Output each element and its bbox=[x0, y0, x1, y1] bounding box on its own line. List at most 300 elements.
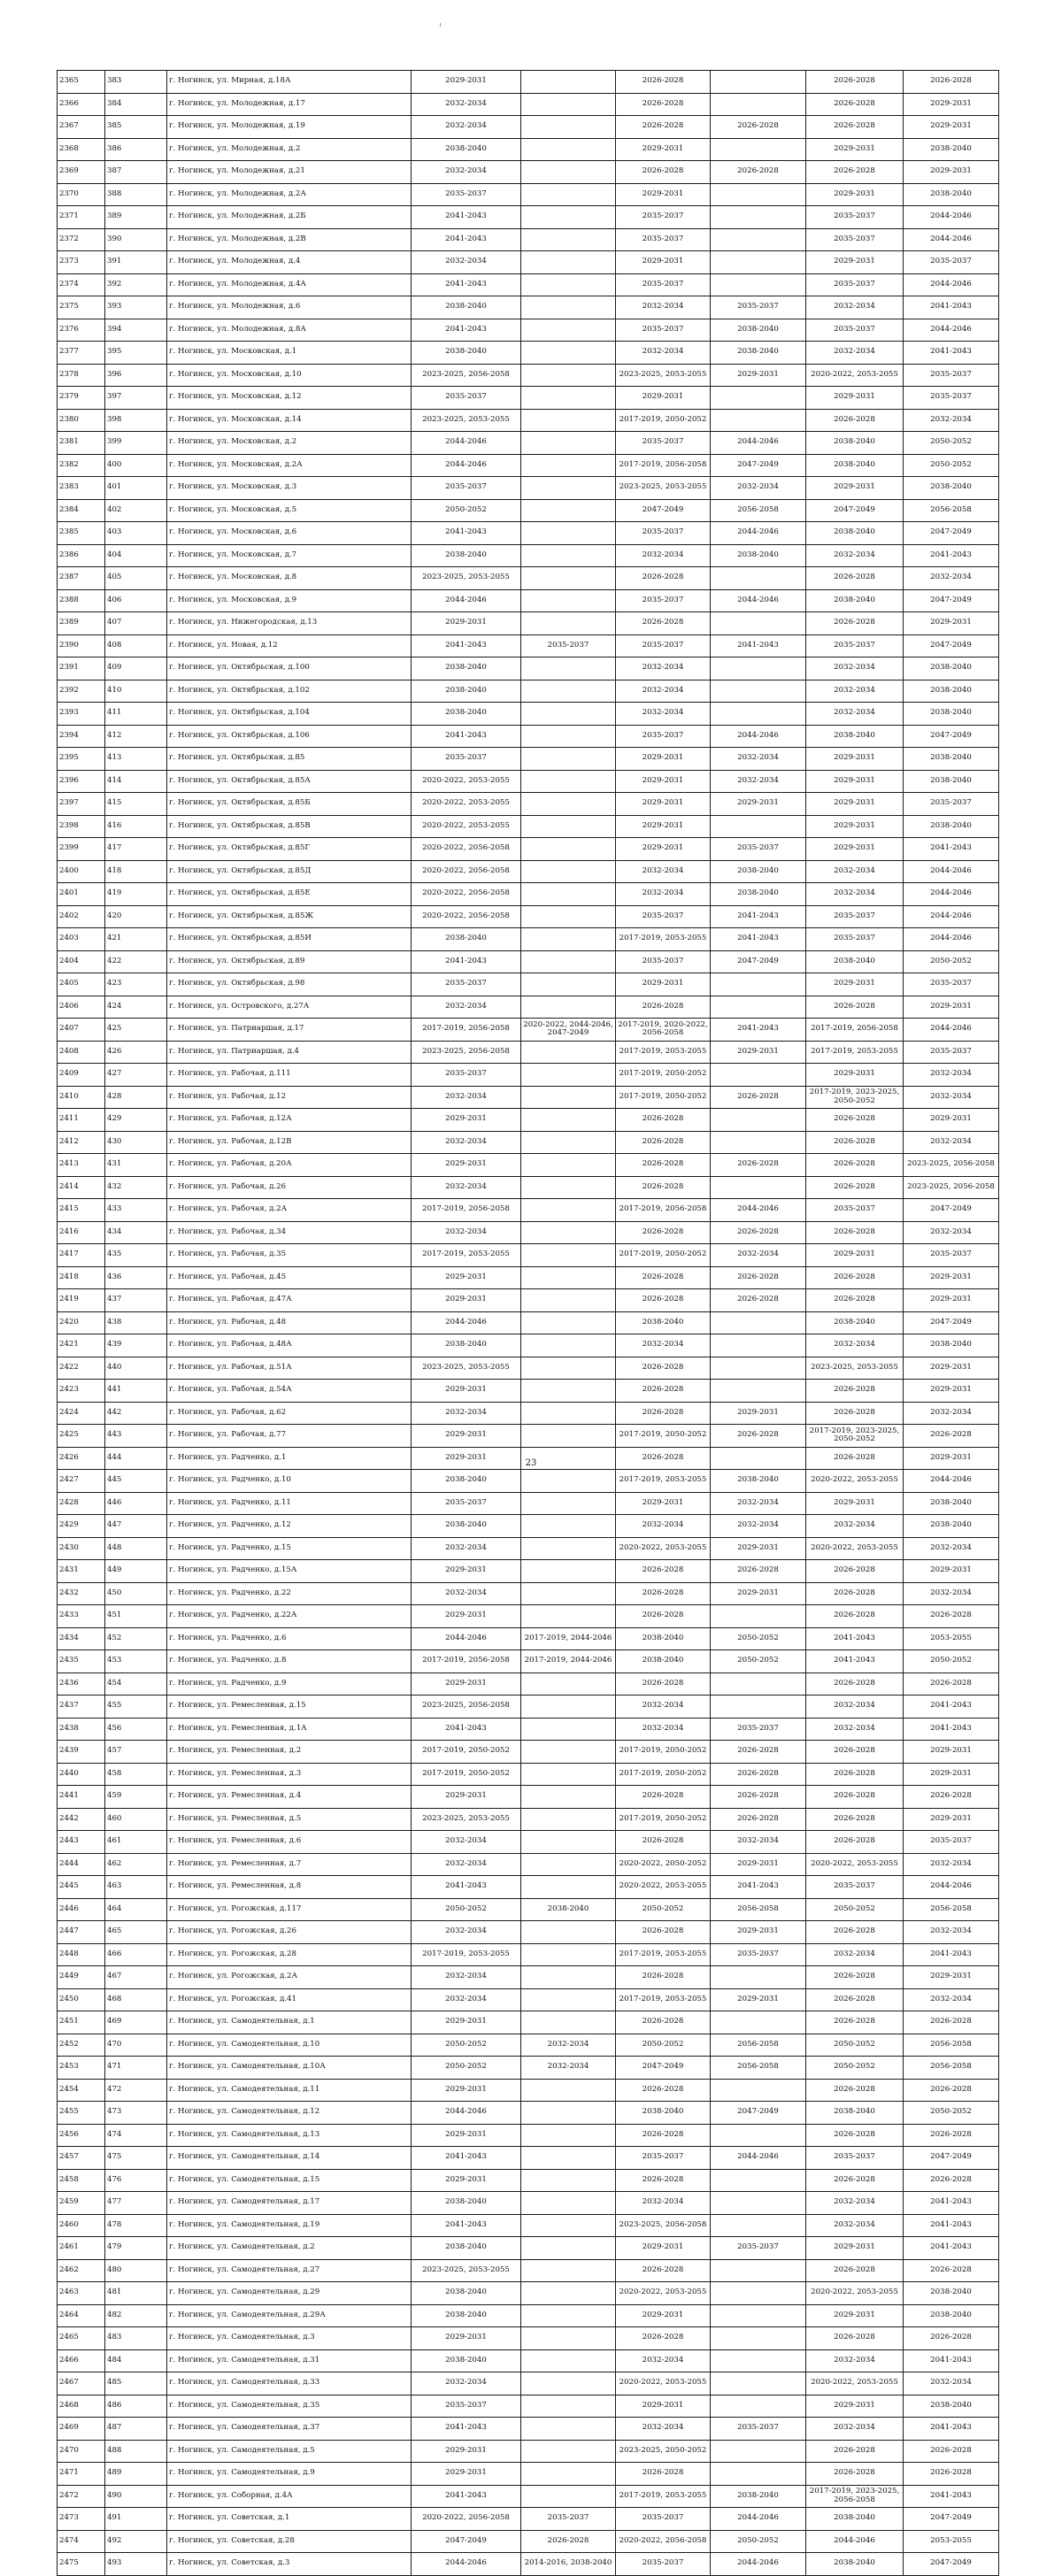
period-col-2-cell: 2032-2034 bbox=[521, 2034, 616, 2057]
period-col-4-cell bbox=[711, 680, 806, 703]
address-cell: г. Ногинск, ул. Самодеятельная, д.11 bbox=[167, 2079, 412, 2102]
period-col-5-cell: 2032-2034 bbox=[806, 2214, 904, 2237]
period-col-3-cell: 2026-2028 bbox=[616, 116, 711, 139]
address-cell: г. Ногинск, ул. Рабочая, д.26 bbox=[167, 1176, 412, 1199]
address-cell: г. Ногинск, ул. Самодеятельная, д.2 bbox=[167, 2237, 412, 2260]
period-col-5-cell: 2035-2037 bbox=[806, 928, 904, 951]
row-number-cell: 2375 bbox=[58, 296, 105, 319]
period-col-5-cell: 2029-2031 bbox=[806, 838, 904, 861]
period-col-4-cell: 2026-2028 bbox=[711, 1154, 806, 1177]
period-col-4-cell: 2035-2037 bbox=[711, 838, 806, 861]
table-row bbox=[58, 1966, 999, 1989]
row-number-cell: 2457 bbox=[58, 2147, 105, 2170]
address-cell: г. Ногинск, ул. Октябрьская, д.85В bbox=[167, 815, 412, 838]
item-number-cell: 394 bbox=[105, 319, 167, 342]
period-col-6-cell: 2044-2046 bbox=[904, 228, 999, 251]
item-number-cell: 465 bbox=[105, 1921, 167, 1944]
period-col-4-cell: 2035-2037 bbox=[711, 2418, 806, 2441]
period-col-5-cell: 2032-2034 bbox=[806, 2349, 904, 2372]
period-col-2-cell bbox=[521, 2395, 616, 2418]
row-number-cell: 2462 bbox=[58, 2259, 105, 2282]
period-col-3-cell: 2026-2028 bbox=[616, 2079, 711, 2102]
item-number-cell: 433 bbox=[105, 1199, 167, 1222]
period-col-3-cell: 2017-2019, 2020-2022, 2056-2058 bbox=[616, 1019, 711, 1042]
row-number-cell: 2370 bbox=[58, 183, 105, 206]
period-col-6-cell: 2038-2040 bbox=[904, 703, 999, 726]
table-row bbox=[58, 748, 999, 771]
item-number-cell: 471 bbox=[105, 2057, 167, 2080]
item-number-cell: 408 bbox=[105, 634, 167, 657]
row-number-cell: 2372 bbox=[58, 228, 105, 251]
table-row bbox=[58, 680, 999, 703]
row-number-cell: 2413 bbox=[58, 1154, 105, 1177]
address-cell: г. Ногинск, ул. Московская, д.3 bbox=[167, 477, 412, 500]
period-col-5-cell: 2026-2028 bbox=[806, 1763, 904, 1786]
row-number-cell: 2411 bbox=[58, 1109, 105, 1132]
period-col-1-cell: 2017-2019, 2056-2058 bbox=[412, 1650, 521, 1673]
period-col-2-cell bbox=[521, 748, 616, 771]
item-number-cell: 456 bbox=[105, 1718, 167, 1741]
address-cell: г. Ногинск, ул. Ремесленная, д.4 bbox=[167, 1786, 412, 1809]
period-col-5-cell: 2029-2031 bbox=[806, 748, 904, 771]
item-number-cell: 422 bbox=[105, 950, 167, 973]
period-col-2-cell bbox=[521, 1605, 616, 1628]
period-col-6-cell: 2029-2031 bbox=[904, 1266, 999, 1289]
period-col-6-cell: 2038-2040 bbox=[904, 1515, 999, 1538]
period-col-5-cell: 2029-2031 bbox=[806, 2237, 904, 2260]
period-col-1-cell: 2023-2025, 2053-2055 bbox=[412, 1357, 521, 1380]
table-row bbox=[58, 2124, 999, 2147]
item-number-cell: 412 bbox=[105, 725, 167, 748]
address-cell: г. Ногинск, ул. Октябрьская, д.89 bbox=[167, 950, 412, 973]
period-col-5-cell: 2017-2019, 2056-2058 bbox=[806, 1019, 904, 1042]
period-col-3-cell: 2020-2022, 2053-2055 bbox=[616, 2372, 711, 2395]
address-cell: г. Ногинск, ул. Московская, д.5 bbox=[167, 499, 412, 522]
period-col-2-cell bbox=[521, 1064, 616, 1087]
table-row bbox=[58, 1515, 999, 1538]
period-col-6-cell: 2047-2049 bbox=[904, 725, 999, 748]
period-col-3-cell: 2035-2037 bbox=[616, 2147, 711, 2170]
period-col-2-cell bbox=[521, 1266, 616, 1289]
table-row bbox=[58, 1154, 999, 1177]
period-col-6-cell: 2026-2028 bbox=[904, 2011, 999, 2034]
row-number-cell: 2387 bbox=[58, 567, 105, 590]
period-col-1-cell: 2029-2031 bbox=[412, 2463, 521, 2486]
address-cell: г. Ногинск, ул. Молодежная, д.21 bbox=[167, 161, 412, 184]
address-cell: г. Ногинск, ул. Октябрьская, д.85Ж bbox=[167, 905, 412, 928]
period-col-2-cell bbox=[521, 1041, 616, 1064]
table-row bbox=[58, 2440, 999, 2463]
period-col-6-cell: 2029-2031 bbox=[904, 93, 999, 116]
period-col-4-cell: 2032-2034 bbox=[711, 1831, 806, 1854]
period-col-3-cell: 2035-2037 bbox=[616, 2508, 711, 2531]
period-col-2-cell bbox=[521, 883, 616, 906]
table-row bbox=[58, 1537, 999, 1560]
row-number-cell: 2419 bbox=[58, 1289, 105, 1312]
item-number-cell: 453 bbox=[105, 1650, 167, 1673]
row-number-cell: 2385 bbox=[58, 522, 105, 545]
period-col-4-cell: 2032-2034 bbox=[711, 1515, 806, 1538]
address-cell: г. Ногинск, ул. Самодеятельная, д.9 bbox=[167, 2463, 412, 2486]
period-col-5-cell: 2026-2028 bbox=[806, 1560, 904, 1583]
period-col-2-cell bbox=[521, 1560, 616, 1583]
period-col-4-cell: 2029-2031 bbox=[711, 1041, 806, 1064]
address-cell: г. Ногинск, ул. Радченко, д.11 bbox=[167, 1492, 412, 1515]
table-row bbox=[58, 387, 999, 410]
period-col-3-cell: 2029-2031 bbox=[616, 770, 711, 793]
period-col-5-cell: 2035-2037 bbox=[806, 1199, 904, 1222]
table-row bbox=[58, 2034, 999, 2057]
period-col-2-cell bbox=[521, 1718, 616, 1741]
period-col-3-cell: 2026-2028 bbox=[616, 996, 711, 1019]
period-col-6-cell: 2056-2058 bbox=[904, 2057, 999, 2080]
period-col-3-cell: 2029-2031 bbox=[616, 2304, 711, 2327]
period-col-3-cell: 2026-2028 bbox=[616, 1380, 711, 1403]
period-col-5-cell: 2026-2028 bbox=[806, 116, 904, 139]
table-row bbox=[58, 319, 999, 342]
period-col-5-cell: 2026-2028 bbox=[806, 2124, 904, 2147]
table-row bbox=[58, 973, 999, 996]
row-number-cell: 2435 bbox=[58, 1650, 105, 1673]
period-col-4-cell: 2029-2031 bbox=[711, 1402, 806, 1425]
table-row bbox=[58, 996, 999, 1019]
period-col-6-cell: 2044-2046 bbox=[904, 1470, 999, 1493]
period-col-3-cell: 2029-2031 bbox=[616, 2395, 711, 2418]
period-col-3-cell: 2026-2028 bbox=[616, 2169, 711, 2192]
period-col-2-cell bbox=[521, 2304, 616, 2327]
period-col-2-cell: 2020-2022, 2044-2046, 2047-2049 bbox=[521, 1019, 616, 1042]
period-col-5-cell: 2035-2037 bbox=[806, 273, 904, 296]
table-row bbox=[58, 2395, 999, 2418]
item-number-cell: 383 bbox=[105, 71, 167, 94]
period-col-5-cell: 2026-2028 bbox=[806, 1741, 904, 1764]
period-col-2-cell bbox=[521, 409, 616, 432]
row-number-cell: 2365 bbox=[58, 71, 105, 94]
period-col-3-cell: 2026-2028 bbox=[616, 1109, 711, 1132]
row-number-cell: 2433 bbox=[58, 1605, 105, 1628]
period-col-2-cell bbox=[521, 273, 616, 296]
period-col-2-cell bbox=[521, 1582, 616, 1605]
table-row bbox=[58, 1718, 999, 1741]
period-col-6-cell: 2044-2046 bbox=[904, 206, 999, 229]
row-number-cell: 2474 bbox=[58, 2530, 105, 2553]
period-col-5-cell: 2032-2034 bbox=[806, 703, 904, 726]
address-cell: г. Ногинск, ул. Рогожская, д.28 bbox=[167, 1943, 412, 1966]
period-col-2-cell bbox=[521, 1425, 616, 1448]
period-col-5-cell: 2023-2025, 2053-2055 bbox=[806, 1357, 904, 1380]
item-number-cell: 468 bbox=[105, 1988, 167, 2011]
row-number-cell: 2463 bbox=[58, 2282, 105, 2305]
table-row bbox=[58, 183, 999, 206]
period-col-1-cell: 2020-2022, 2053-2055 bbox=[412, 793, 521, 816]
period-col-5-cell: 2017-2019, 2023-2025, 2050-2052 bbox=[806, 1086, 904, 1109]
period-col-1-cell: 2029-2031 bbox=[412, 2327, 521, 2350]
period-col-5-cell: 2029-2031 bbox=[806, 793, 904, 816]
period-col-3-cell: 2023-2025, 2053-2055 bbox=[616, 364, 711, 387]
row-number-cell: 2445 bbox=[58, 1876, 105, 1899]
item-number-cell: 409 bbox=[105, 657, 167, 681]
period-col-1-cell: 2029-2031 bbox=[412, 1672, 521, 1696]
period-col-3-cell: 2026-2028 bbox=[616, 161, 711, 184]
item-number-cell: 404 bbox=[105, 544, 167, 567]
period-col-3-cell: 2032-2034 bbox=[616, 1696, 711, 1719]
table-row bbox=[58, 1582, 999, 1605]
item-number-cell: 451 bbox=[105, 1605, 167, 1628]
period-col-5-cell: 2026-2028 bbox=[806, 1672, 904, 1696]
address-cell: г. Ногинск, ул. Рабочая, д.51А bbox=[167, 1357, 412, 1380]
period-col-3-cell: 2017-2019, 2053-2055 bbox=[616, 1470, 711, 1493]
row-number-cell: 2382 bbox=[58, 454, 105, 477]
period-col-1-cell: 2032-2034 bbox=[412, 996, 521, 1019]
period-col-2-cell bbox=[521, 1763, 616, 1786]
item-number-cell: 452 bbox=[105, 1627, 167, 1650]
period-col-1-cell: 2041-2043 bbox=[412, 725, 521, 748]
period-col-3-cell: 2026-2028 bbox=[616, 567, 711, 590]
period-col-3-cell: 2017-2019, 2053-2055 bbox=[616, 2485, 711, 2508]
address-cell: г. Ногинск, ул. Ремесленная, д.1А bbox=[167, 1718, 412, 1741]
period-col-3-cell: 2023-2025, 2056-2058 bbox=[616, 2214, 711, 2237]
table-row bbox=[58, 1086, 999, 1109]
period-col-6-cell: 2038-2040 bbox=[904, 183, 999, 206]
period-col-6-cell: 2056-2058 bbox=[904, 499, 999, 522]
row-number-cell: 2396 bbox=[58, 770, 105, 793]
period-col-4-cell: 2044-2046 bbox=[711, 2508, 806, 2531]
schedule-table bbox=[57, 70, 999, 2576]
item-number-cell: 489 bbox=[105, 2463, 167, 2486]
address-cell: г. Ногинск, ул. Рогожская, д.41 bbox=[167, 1988, 412, 2011]
table-row bbox=[58, 2463, 999, 2486]
item-number-cell: 483 bbox=[105, 2327, 167, 2350]
row-number-cell: 2390 bbox=[58, 634, 105, 657]
item-number-cell: 393 bbox=[105, 296, 167, 319]
address-cell: г. Ногинск, ул. Рабочая, д.48 bbox=[167, 1311, 412, 1334]
period-col-4-cell bbox=[711, 1064, 806, 1087]
period-col-2-cell bbox=[521, 342, 616, 365]
row-number-cell: 2441 bbox=[58, 1786, 105, 1809]
table-row bbox=[58, 1831, 999, 1854]
row-number-cell: 2412 bbox=[58, 1131, 105, 1154]
period-col-1-cell: 2032-2034 bbox=[412, 1582, 521, 1605]
row-number-cell: 2401 bbox=[58, 883, 105, 906]
period-col-6-cell: 2041-2043 bbox=[904, 2349, 999, 2372]
item-number-cell: 447 bbox=[105, 1515, 167, 1538]
period-col-3-cell: 2047-2049 bbox=[616, 499, 711, 522]
period-col-4-cell bbox=[711, 2214, 806, 2237]
period-col-2-cell bbox=[521, 1380, 616, 1403]
address-cell: г. Ногинск, ул. Самодеятельная, д.27 bbox=[167, 2259, 412, 2282]
period-col-2-cell bbox=[521, 544, 616, 567]
period-col-6-cell: 2035-2037 bbox=[904, 793, 999, 816]
period-col-4-cell: 2026-2028 bbox=[711, 1741, 806, 1764]
item-number-cell: 405 bbox=[105, 567, 167, 590]
period-col-2-cell bbox=[521, 1696, 616, 1719]
period-col-3-cell: 2032-2034 bbox=[616, 296, 711, 319]
period-col-4-cell: 2032-2034 bbox=[711, 1244, 806, 1267]
table-row bbox=[58, 657, 999, 681]
period-col-3-cell: 2035-2037 bbox=[616, 206, 711, 229]
item-number-cell: 492 bbox=[105, 2530, 167, 2553]
table-row bbox=[58, 1560, 999, 1583]
period-col-3-cell: 2026-2028 bbox=[616, 93, 711, 116]
period-col-1-cell: 2020-2022, 2056-2058 bbox=[412, 2508, 521, 2531]
address-cell: г. Ногинск, ул. Радченко, д.9 bbox=[167, 1672, 412, 1696]
period-col-2-cell bbox=[521, 703, 616, 726]
table-row bbox=[58, 634, 999, 657]
address-cell: г. Ногинск, ул. Советская, д.1 bbox=[167, 2508, 412, 2531]
table-row bbox=[58, 1650, 999, 1673]
period-col-3-cell: 2032-2034 bbox=[616, 1515, 711, 1538]
period-col-4-cell: 2026-2028 bbox=[711, 1289, 806, 1312]
row-number-cell: 2415 bbox=[58, 1199, 105, 1222]
period-col-6-cell: 2038-2040 bbox=[904, 748, 999, 771]
period-col-4-cell bbox=[711, 2124, 806, 2147]
item-number-cell: 476 bbox=[105, 2169, 167, 2192]
row-number-cell: 2379 bbox=[58, 387, 105, 410]
table-row bbox=[58, 928, 999, 951]
period-col-1-cell: 2032-2034 bbox=[412, 1402, 521, 1425]
period-col-2-cell: 2032-2034 bbox=[521, 2057, 616, 2080]
period-col-6-cell: 2044-2046 bbox=[904, 273, 999, 296]
period-col-5-cell: 2029-2031 bbox=[806, 815, 904, 838]
address-cell: г. Ногинск, ул. Радченко, д.22А bbox=[167, 1605, 412, 1628]
period-col-6-cell: 2038-2040 bbox=[904, 770, 999, 793]
period-col-4-cell bbox=[711, 2327, 806, 2350]
item-number-cell: 464 bbox=[105, 1898, 167, 1921]
item-number-cell: 481 bbox=[105, 2282, 167, 2305]
table-row bbox=[58, 1605, 999, 1628]
address-cell: г. Ногинск, ул. Московская, д.2А bbox=[167, 454, 412, 477]
address-cell: г. Ногинск, ул. Радченко, д.6 bbox=[167, 1627, 412, 1650]
period-col-1-cell: 2044-2046 bbox=[412, 1627, 521, 1650]
table-row bbox=[58, 2237, 999, 2260]
item-number-cell: 421 bbox=[105, 928, 167, 951]
period-col-4-cell: 2038-2040 bbox=[711, 2485, 806, 2508]
period-col-4-cell: 2050-2052 bbox=[711, 1627, 806, 1650]
row-number-cell: 2431 bbox=[58, 1560, 105, 1583]
table-row bbox=[58, 1470, 999, 1493]
period-col-2-cell bbox=[521, 1988, 616, 2011]
row-number-cell: 2392 bbox=[58, 680, 105, 703]
period-col-4-cell: 2026-2028 bbox=[711, 1763, 806, 1786]
period-col-6-cell: 2047-2049 bbox=[904, 1311, 999, 1334]
table-row bbox=[58, 2011, 999, 2034]
table-body bbox=[58, 71, 999, 2576]
period-col-1-cell: 2029-2031 bbox=[412, 1560, 521, 1583]
period-col-4-cell: 2029-2031 bbox=[711, 1988, 806, 2011]
period-col-2-cell bbox=[521, 2418, 616, 2441]
table-row bbox=[58, 2508, 999, 2531]
period-col-6-cell: 2029-2031 bbox=[904, 1560, 999, 1583]
period-col-5-cell: 2032-2034 bbox=[806, 1515, 904, 1538]
period-col-5-cell: 2026-2028 bbox=[806, 2079, 904, 2102]
item-number-cell: 443 bbox=[105, 1425, 167, 1448]
period-col-3-cell: 2032-2034 bbox=[616, 2192, 711, 2215]
period-col-3-cell: 2023-2025, 2053-2055 bbox=[616, 477, 711, 500]
item-number-cell: 490 bbox=[105, 2485, 167, 2508]
period-col-4-cell: 2038-2040 bbox=[711, 1470, 806, 1493]
row-number-cell: 2397 bbox=[58, 793, 105, 816]
period-col-5-cell: 2026-2028 bbox=[806, 1921, 904, 1944]
period-col-3-cell: 2029-2031 bbox=[616, 387, 711, 410]
period-col-3-cell: 2026-2028 bbox=[616, 1176, 711, 1199]
item-number-cell: 438 bbox=[105, 1311, 167, 1334]
period-col-3-cell: 2035-2037 bbox=[616, 2553, 711, 2576]
period-col-2-cell bbox=[521, 499, 616, 522]
row-number-cell: 2448 bbox=[58, 1943, 105, 1966]
table-row bbox=[58, 1109, 999, 1132]
period-col-6-cell: 2029-2031 bbox=[904, 1808, 999, 1831]
period-col-1-cell: 2032-2034 bbox=[412, 1831, 521, 1854]
item-number-cell: 439 bbox=[105, 1334, 167, 1357]
period-col-1-cell: 2047-2049 bbox=[412, 2530, 521, 2553]
item-number-cell: 423 bbox=[105, 973, 167, 996]
period-col-5-cell: 2026-2028 bbox=[806, 1289, 904, 1312]
period-col-1-cell: 2035-2037 bbox=[412, 1492, 521, 1515]
period-col-3-cell: 2026-2028 bbox=[616, 1154, 711, 1177]
address-cell: г. Ногинск, ул. Молодежная, д.2Б bbox=[167, 206, 412, 229]
period-col-4-cell: 2026-2028 bbox=[711, 1808, 806, 1831]
table-row bbox=[58, 1853, 999, 1876]
row-number-cell: 2366 bbox=[58, 93, 105, 116]
item-number-cell: 434 bbox=[105, 1221, 167, 1244]
item-number-cell: 482 bbox=[105, 2304, 167, 2327]
row-number-cell: 2398 bbox=[58, 815, 105, 838]
table-row bbox=[58, 1876, 999, 1899]
period-col-5-cell: 2035-2037 bbox=[806, 319, 904, 342]
period-col-1-cell: 2029-2031 bbox=[412, 1425, 521, 1448]
period-col-5-cell: 2050-2052 bbox=[806, 2057, 904, 2080]
address-cell: г. Ногинск, ул. Радченко, д.1 bbox=[167, 1447, 412, 1470]
period-col-3-cell: 2032-2034 bbox=[616, 703, 711, 726]
period-col-3-cell: 2032-2034 bbox=[616, 657, 711, 681]
item-number-cell: 414 bbox=[105, 770, 167, 793]
address-cell: г. Ногинск, ул. Рабочая, д.20А bbox=[167, 1154, 412, 1177]
table-row bbox=[58, 1988, 999, 2011]
item-number-cell: 461 bbox=[105, 1831, 167, 1854]
period-col-3-cell: 2035-2037 bbox=[616, 522, 711, 545]
table-row bbox=[58, 138, 999, 161]
period-col-3-cell: 2026-2028 bbox=[616, 2463, 711, 2486]
period-col-3-cell: 2026-2028 bbox=[616, 2327, 711, 2350]
period-col-1-cell: 2038-2040 bbox=[412, 2192, 521, 2215]
period-col-4-cell: 2038-2040 bbox=[711, 544, 806, 567]
table-row bbox=[58, 2057, 999, 2080]
table-row bbox=[58, 432, 999, 455]
table-row bbox=[58, 2304, 999, 2327]
period-col-3-cell: 2026-2028 bbox=[616, 71, 711, 94]
table-row bbox=[58, 454, 999, 477]
row-number-cell: 2389 bbox=[58, 612, 105, 635]
period-col-1-cell: 2035-2037 bbox=[412, 387, 521, 410]
period-col-5-cell: 2032-2034 bbox=[806, 2192, 904, 2215]
period-col-5-cell: 2026-2028 bbox=[806, 2327, 904, 2350]
table-row bbox=[58, 2485, 999, 2508]
period-col-2-cell bbox=[521, 1853, 616, 1876]
address-cell: г. Ногинск, ул. Молодежная, д.4А bbox=[167, 273, 412, 296]
table-row bbox=[58, 1221, 999, 1244]
period-col-1-cell: 2020-2022, 2056-2058 bbox=[412, 860, 521, 883]
item-number-cell: 442 bbox=[105, 1402, 167, 1425]
period-col-5-cell: 2026-2028 bbox=[806, 2259, 904, 2282]
table-row bbox=[58, 567, 999, 590]
period-col-5-cell: 2026-2028 bbox=[806, 567, 904, 590]
period-col-3-cell: 2017-2019, 2056-2058 bbox=[616, 1199, 711, 1222]
period-col-6-cell: 2035-2037 bbox=[904, 1831, 999, 1854]
period-col-1-cell: 2032-2034 bbox=[412, 1853, 521, 1876]
address-cell: г. Ногинск, ул. Московская, д.14 bbox=[167, 409, 412, 432]
period-col-4-cell: 2032-2034 bbox=[711, 748, 806, 771]
period-col-5-cell: 2017-2019, 2053-2055 bbox=[806, 1041, 904, 1064]
